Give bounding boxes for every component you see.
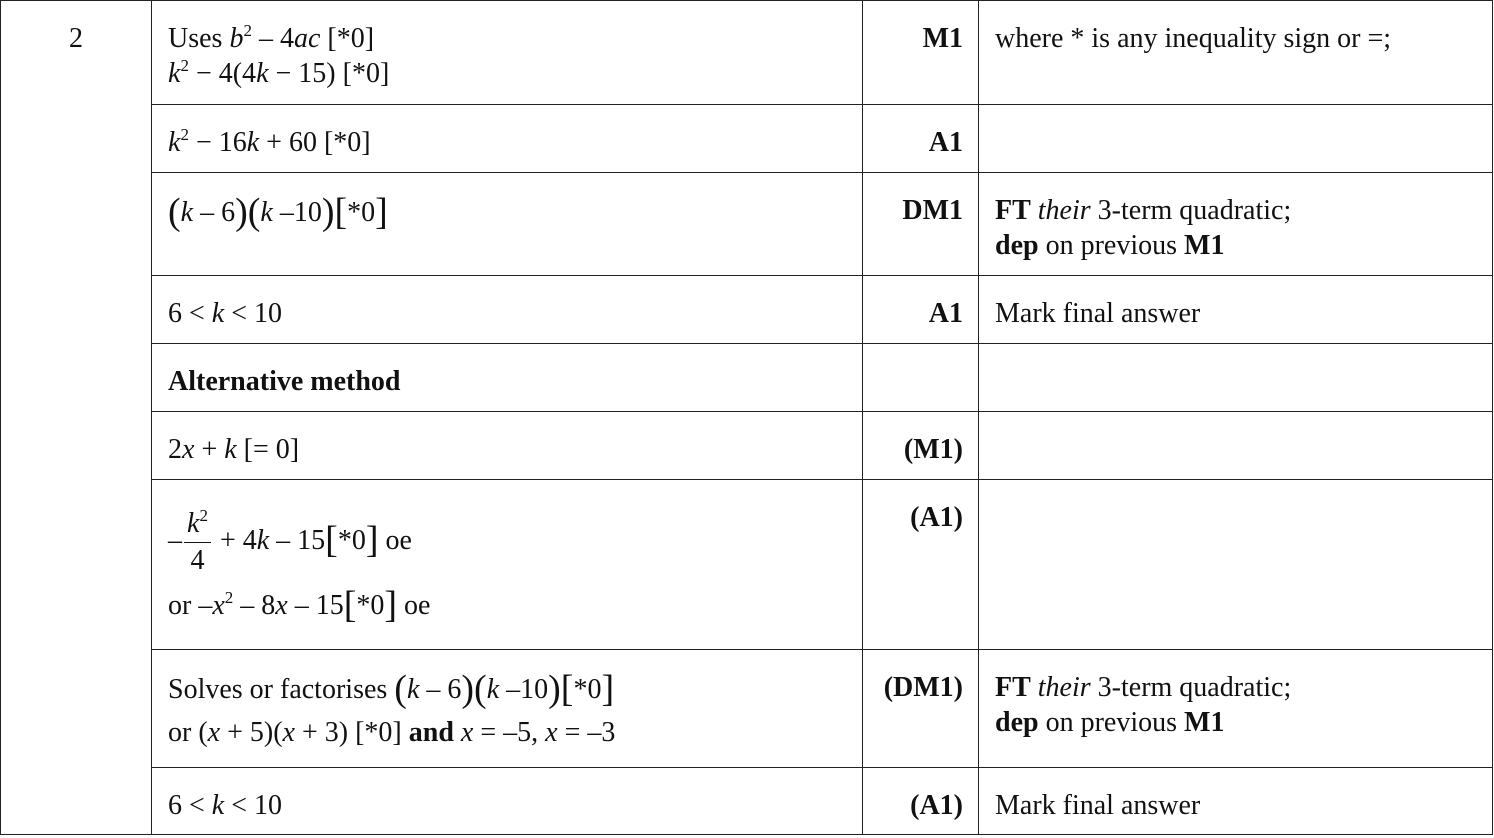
exponent: 2 bbox=[243, 21, 252, 40]
answer-cell bbox=[152, 768, 863, 835]
table-row bbox=[1, 480, 1493, 650]
paren: ( bbox=[247, 191, 261, 233]
alternative-method-heading: Alternative method bbox=[152, 344, 863, 412]
answer-line bbox=[168, 715, 847, 750]
bracket: ] bbox=[384, 584, 398, 626]
paren: ) bbox=[321, 191, 335, 233]
answer-text: + 60 [*0] bbox=[259, 127, 371, 158]
bracket: [ bbox=[325, 519, 338, 561]
answer-text: k bbox=[187, 508, 200, 540]
paren: ) bbox=[235, 191, 248, 233]
answer-text: < 10 bbox=[224, 790, 283, 821]
answer-text: – 15 bbox=[269, 525, 326, 556]
answer-text: or bbox=[168, 590, 199, 621]
answer-text: = –3 bbox=[557, 717, 616, 748]
answer-text: Solves or factorises bbox=[168, 674, 395, 705]
answer-text: k bbox=[260, 197, 273, 228]
answer-text: = –5, bbox=[473, 717, 546, 748]
answer-text: *0 bbox=[337, 525, 366, 556]
answer-text: [*0] bbox=[320, 23, 375, 54]
answer-text: x bbox=[545, 717, 558, 748]
answer-text: k bbox=[211, 790, 225, 821]
answer-text: Uses bbox=[168, 23, 230, 54]
answer-text: k bbox=[211, 298, 225, 329]
guidance-text: M1 bbox=[1184, 707, 1225, 738]
answer-text: x bbox=[282, 717, 295, 748]
answer-text: or ( bbox=[168, 717, 208, 748]
guidance-text: M1 bbox=[1184, 230, 1225, 261]
bracket: ] bbox=[375, 191, 388, 233]
answer-text: k bbox=[168, 127, 181, 158]
mark-cell: A1 bbox=[863, 276, 979, 344]
guidance-cell bbox=[979, 412, 1493, 480]
guidance-text: FT bbox=[995, 672, 1031, 703]
answer-text: + 5)( bbox=[220, 717, 283, 748]
answer-cell bbox=[152, 650, 863, 768]
answer-line bbox=[168, 668, 847, 710]
guidance-text: 3-term quadratic; bbox=[1090, 195, 1292, 226]
answer-text: k bbox=[224, 434, 237, 465]
answer-text: – bbox=[168, 525, 182, 556]
guidance-text: 3-term quadratic; bbox=[1090, 672, 1292, 703]
mark-cell: (M1) bbox=[863, 412, 979, 480]
answer-text: *0 bbox=[356, 590, 385, 621]
answer-text: + 3) [*0] bbox=[294, 717, 409, 748]
answer-text: *0 bbox=[347, 197, 376, 228]
mark-cell: (A1) bbox=[863, 480, 979, 650]
answer-text: k bbox=[180, 197, 194, 228]
table-row bbox=[1, 650, 1493, 768]
answer-cell bbox=[152, 105, 863, 173]
answer-line bbox=[168, 584, 847, 626]
fraction-denominator: 4 bbox=[190, 545, 205, 577]
answer-cell bbox=[152, 412, 863, 480]
fraction bbox=[184, 506, 211, 579]
answer-text: [= 0] bbox=[236, 434, 300, 465]
guidance-line bbox=[995, 705, 1477, 740]
answer-cell bbox=[152, 276, 863, 344]
answer-cell bbox=[152, 1, 863, 105]
answer-text: –10 bbox=[499, 674, 549, 705]
answer-text: *0 bbox=[573, 674, 602, 705]
guidance-text: their bbox=[1030, 672, 1091, 703]
answer-text: + bbox=[194, 434, 225, 465]
table-row bbox=[1, 412, 1493, 480]
answer-text: − 4(4 bbox=[188, 58, 257, 89]
guidance-cell: Mark final answer bbox=[979, 276, 1493, 344]
bracket: [ bbox=[343, 584, 357, 626]
answer-text: – 8 bbox=[233, 590, 276, 621]
paren: ( bbox=[474, 668, 487, 710]
answer-text: k bbox=[486, 674, 500, 705]
bracket: [ bbox=[334, 191, 348, 233]
guidance-cell bbox=[979, 173, 1493, 276]
answer-text: oe bbox=[378, 525, 412, 556]
answer-text: k bbox=[246, 127, 260, 158]
mark-cell: M1 bbox=[863, 1, 979, 105]
guidance-cell: where * is any inequality sign or =; bbox=[979, 1, 1493, 105]
mark-cell: DM1 bbox=[863, 173, 979, 276]
table-row bbox=[1, 105, 1493, 173]
guidance-cell bbox=[979, 480, 1493, 650]
guidance-line bbox=[995, 670, 1477, 705]
answer-text: – bbox=[198, 590, 213, 621]
guidance-text: their bbox=[1030, 195, 1091, 226]
answer-text: 2 bbox=[168, 434, 182, 465]
answer-text: – 15 bbox=[287, 590, 344, 621]
paren: ( bbox=[168, 191, 181, 233]
answer-text: − 15) [*0] bbox=[268, 58, 390, 89]
answer-text: x bbox=[275, 590, 288, 621]
answer-text: – 4 bbox=[251, 23, 294, 54]
paren: ) bbox=[548, 668, 561, 710]
fraction-numerator bbox=[184, 506, 211, 543]
mark-cell: (A1) bbox=[863, 768, 979, 835]
paren: ( bbox=[394, 668, 407, 710]
guidance-cell bbox=[979, 344, 1493, 412]
paren: ) bbox=[461, 668, 475, 710]
table-row bbox=[1, 276, 1493, 344]
answer-text: k bbox=[406, 674, 420, 705]
exponent: 2 bbox=[180, 56, 189, 75]
answer-line bbox=[168, 56, 847, 91]
guidance-line bbox=[995, 193, 1477, 228]
answer-text bbox=[454, 717, 461, 748]
answer-text: oe bbox=[397, 590, 431, 621]
table-row bbox=[1, 173, 1493, 276]
table-row bbox=[1, 768, 1493, 835]
mark-cell: (DM1) bbox=[863, 650, 979, 768]
answer-text: –10 bbox=[272, 197, 322, 228]
answer-text: k bbox=[168, 58, 181, 89]
table-row bbox=[1, 344, 1493, 412]
exponent: 2 bbox=[199, 506, 208, 526]
guidance-line bbox=[995, 228, 1477, 263]
answer-text: ac bbox=[293, 23, 321, 54]
exponent: 2 bbox=[224, 588, 234, 607]
answer-text: < 10 bbox=[224, 298, 283, 329]
guidance-text: dep bbox=[995, 230, 1039, 261]
bracket: [ bbox=[560, 668, 574, 710]
answer-text: – 6 bbox=[419, 674, 462, 705]
guidance-text: on previous bbox=[1038, 230, 1185, 261]
answer-line bbox=[168, 502, 847, 580]
guidance-text: on previous bbox=[1038, 707, 1185, 738]
question-number: 2 bbox=[1, 1, 152, 835]
answer-text: k bbox=[256, 58, 269, 89]
mark-cell: A1 bbox=[863, 105, 979, 173]
bracket: ] bbox=[365, 519, 379, 561]
answer-line bbox=[168, 21, 847, 56]
table-row bbox=[1, 1, 1493, 105]
answer-cell bbox=[152, 173, 863, 276]
answer-text: – 6 bbox=[193, 197, 236, 228]
answer-cell bbox=[152, 480, 863, 650]
answer-text: b bbox=[229, 23, 244, 54]
answer-text: x bbox=[460, 717, 474, 748]
guidance-cell: Mark final answer bbox=[979, 768, 1493, 835]
answer-text: x bbox=[212, 590, 225, 621]
answer-text: and bbox=[408, 717, 454, 748]
guidance-text: FT bbox=[995, 195, 1031, 226]
guidance-text: dep bbox=[995, 707, 1039, 738]
answer-text: − 16 bbox=[188, 127, 247, 158]
bracket: ] bbox=[601, 668, 615, 710]
answer-text: x bbox=[207, 717, 221, 748]
guidance-cell bbox=[979, 650, 1493, 768]
guidance-cell bbox=[979, 105, 1493, 173]
mark-cell bbox=[863, 344, 979, 412]
answer-text: 6 < bbox=[168, 790, 212, 821]
exponent: 2 bbox=[180, 125, 189, 144]
answer-text: x bbox=[182, 434, 195, 465]
answer-text: k bbox=[256, 525, 270, 556]
answer-text: 6 < bbox=[168, 298, 212, 329]
answer-text: + 4 bbox=[212, 525, 257, 556]
